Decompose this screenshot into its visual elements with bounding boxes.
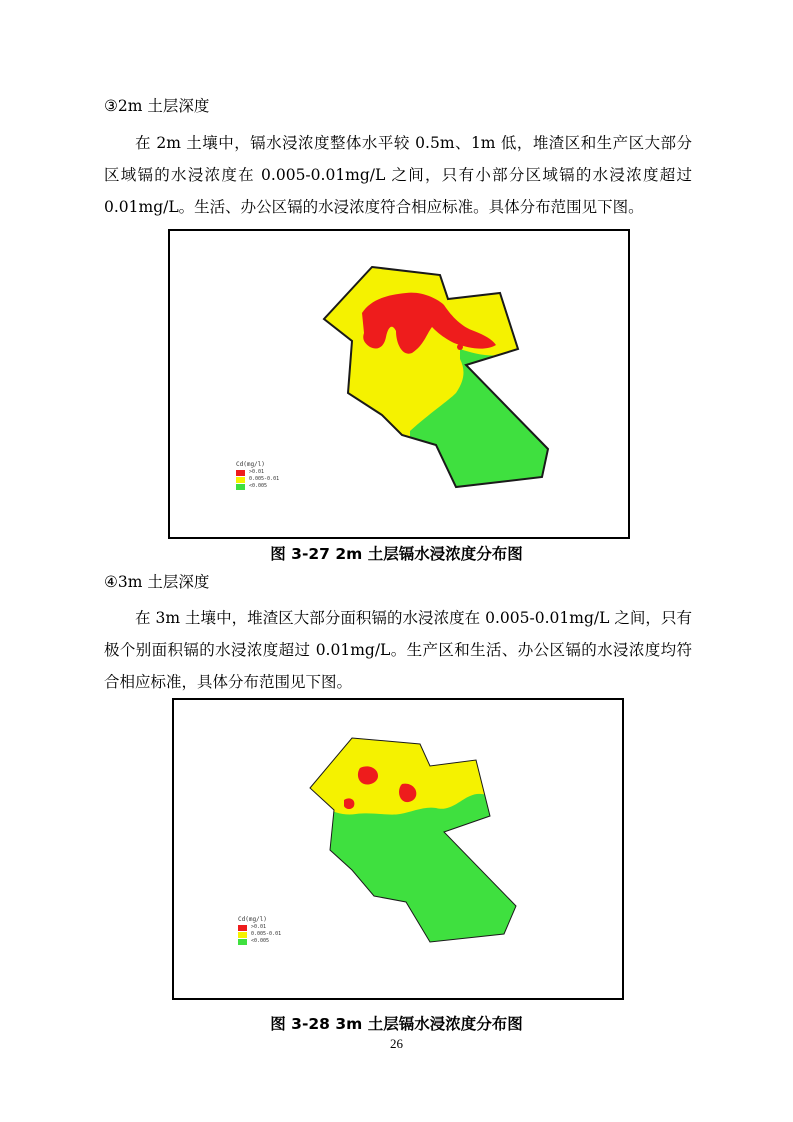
legend-item-medium [238, 931, 281, 938]
cd-distribution-map-3m [174, 700, 622, 998]
figure-3m-map [172, 698, 624, 1000]
figure-2m-map [168, 229, 630, 539]
paragraph-2m: 在 2m 土壤中，镉水浸浓度整体水平较 0.5m、1m 低，堆渣区和生产区大部分区域镉的水浸浓度在 0.005-0.01mg/L 之间，只有小部分区域镉的水浸浓度超过 0.01mg/L。生活、办公区镉的水浸浓度符合相应标准。具体分布范围见下图。 [104, 134, 692, 216]
legend-title: Cd(mg/l) [238, 916, 267, 923]
page-number: 26 [390, 1036, 403, 1051]
map-legend [238, 916, 281, 945]
section-heading-2m: ③2m 土层深度 [104, 97, 210, 115]
paragraph-3m: 在 3m 土壤中，堆渣区大部分面积镉的水浸浓度在 0.005-0.01mg/L 之间，只有极个别面积镉的水浸浓度超过 0.01mg/L。生产区和生活、办公区镉的水浸浓度均符合相应标准，具体分布范围见下图。 [104, 609, 692, 691]
legend-item-high [238, 924, 281, 931]
legend-label: 0.005-0.01 [251, 931, 282, 937]
section-heading-3m: ④3m 土层深度 [104, 573, 210, 591]
legend-label: 0.005-0.01 [249, 476, 280, 482]
zone-low [174, 794, 622, 998]
legend-label: <0.005 [251, 938, 270, 944]
legend-swatch-green [238, 939, 247, 945]
legend-swatch-green [236, 484, 245, 490]
legend-swatch-yellow [236, 477, 245, 483]
legend-label: >0.01 [251, 924, 267, 930]
figure-caption-3-28: 图 3-28 3m 土层镉水浸浓度分布图 [270, 1015, 523, 1033]
legend-item-medium [236, 476, 279, 483]
legend-item-high [236, 469, 279, 476]
zone-medium [170, 231, 628, 537]
zone-high [344, 798, 354, 809]
legend-label: <0.005 [249, 483, 268, 489]
legend-item-low [236, 483, 279, 490]
map-legend [236, 461, 279, 490]
zone-high-spot [457, 344, 463, 350]
figure-caption-3-27: 图 3-27 2m 土层镉水浸浓度分布图 [270, 545, 523, 563]
legend-swatch-yellow [238, 932, 247, 938]
legend-swatch-red [236, 470, 245, 476]
legend-swatch-red [238, 925, 247, 931]
legend-title: Cd(mg/l) [236, 461, 265, 468]
legend-label: >0.01 [249, 469, 265, 475]
cd-distribution-map-2m [170, 231, 628, 537]
legend-item-low [238, 938, 281, 945]
